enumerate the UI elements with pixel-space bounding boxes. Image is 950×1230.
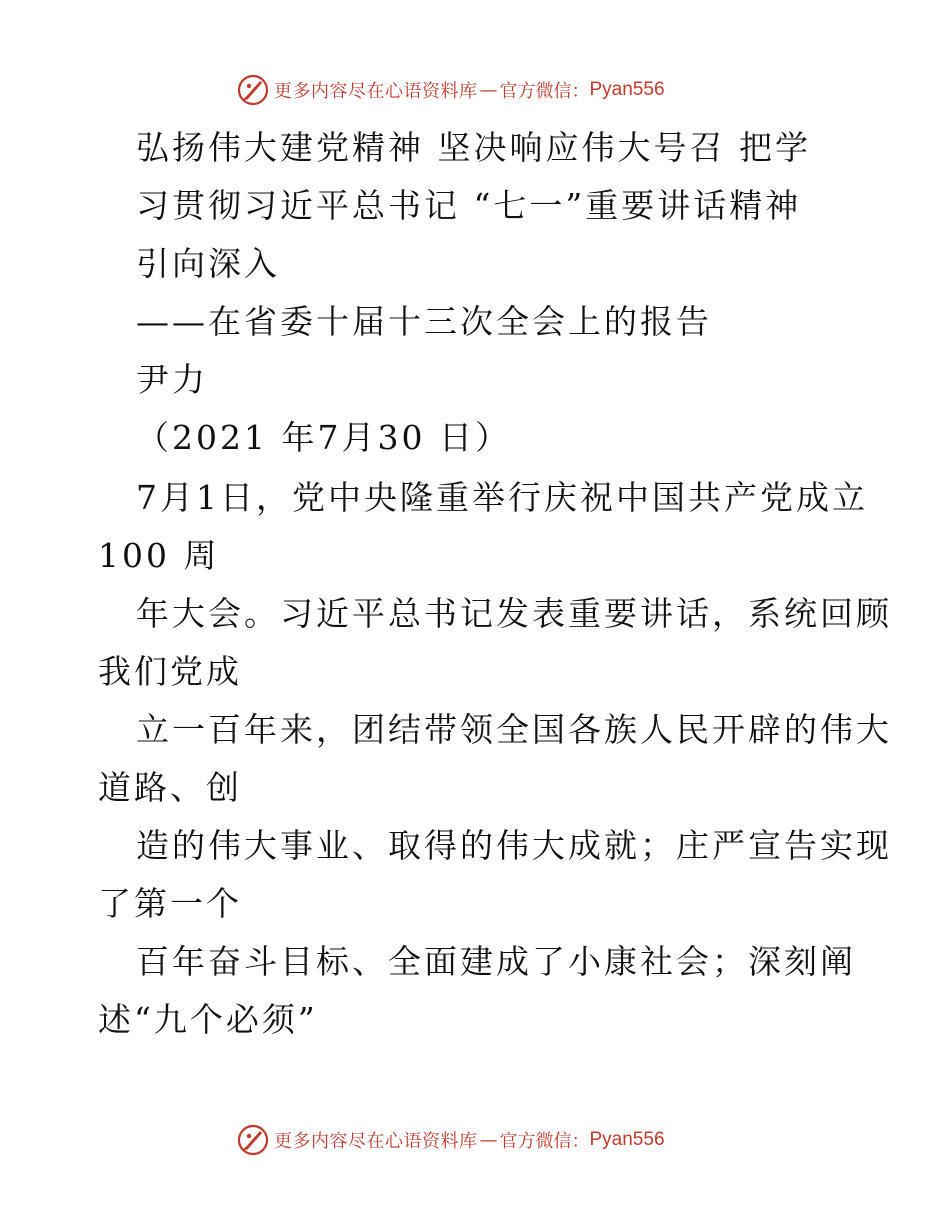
title-line-2: 习贯彻习近平总书记 “七一”重要讲话精神: [136, 186, 802, 225]
body-line: 年大会。习近平总书记发表重要讲话，系统回顾: [136, 594, 892, 633]
author: 尹力: [136, 360, 208, 399]
body-line: 造的伟大事业、取得的伟大成就；庄严宣告实现: [136, 826, 892, 865]
body-line: 百年奋斗目标、全面建成了小康社会；深刻阐: [136, 942, 856, 981]
body-line: 7月1日，党中央隆重举行庆祝中国共产党成立: [136, 478, 868, 517]
subtitle: ——在省委十届十三次全会上的报告: [136, 302, 712, 341]
quill-logo-icon: [236, 1123, 270, 1157]
quill-logo-icon: [236, 73, 270, 107]
body-line: 立一百年来，团结带领全国各族人民开辟的伟大: [136, 710, 892, 749]
banner-wechat-handle: Pyan556: [589, 79, 665, 100]
date: （2021 年7月30 日）: [136, 418, 511, 457]
body-line: 我们党成: [98, 652, 242, 691]
banner-text: 更多内容尽在心语资料库: [274, 81, 478, 102]
banner-wechat-label: 官方微信：: [499, 1131, 590, 1152]
banner-separator: —: [479, 1129, 498, 1151]
body-line: 述“九个必须”: [98, 1000, 318, 1039]
body-line: 了第一个: [98, 884, 242, 923]
banner-wechat-label: 官方微信：: [499, 81, 590, 102]
body-line: 100 周: [98, 536, 220, 575]
title-line-3: 引向深入: [136, 244, 280, 283]
banner-text: 更多内容尽在心语资料库: [274, 1131, 478, 1152]
banner-separator: —: [479, 79, 498, 101]
header-banner: [236, 72, 665, 108]
title-line-1: 弘扬伟大建党精神 坚决响应伟大号召 把学: [136, 128, 811, 167]
banner-wechat-handle: Pyan556: [589, 1129, 665, 1150]
body-line: 道路、创: [98, 768, 242, 807]
footer-banner: [236, 1122, 665, 1158]
